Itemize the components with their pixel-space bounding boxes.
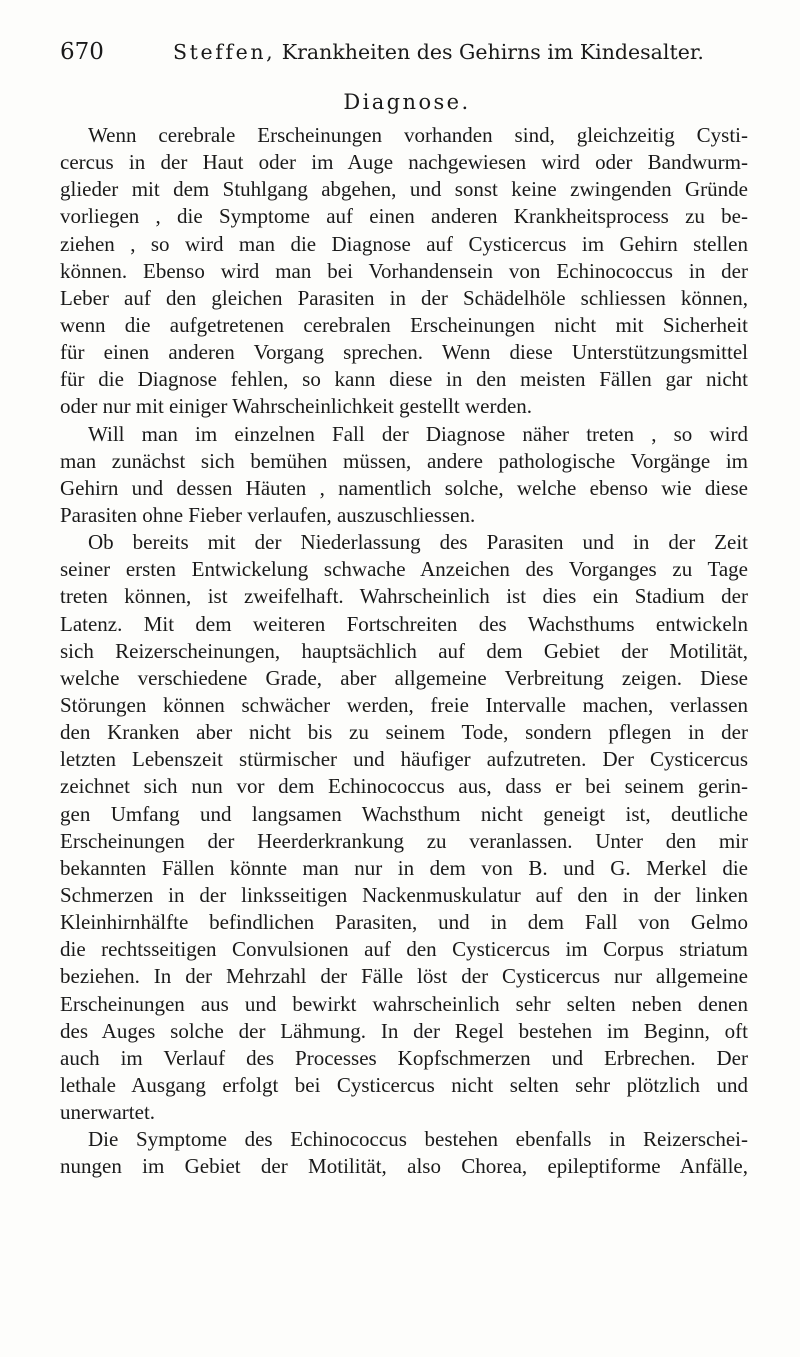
text-line: ziehen , so wird man die Diagnose auf Cysticercus im Gehirn stellen [60, 231, 748, 256]
text-line: Leber auf den gleichen Parasiten in der Schädelhöle schliessen können, [60, 285, 748, 310]
text-line: cercus in der Haut oder im Auge nachgewiesen wird oder Bandwurm- [60, 150, 748, 175]
text-line: vorliegen , die Symptome auf einen anderen Krankheitsprocess zu be- [60, 204, 748, 229]
text-line: man zunächst sich bemühen müssen, andere pathologische Vorgänge im [60, 448, 748, 473]
text-line: unerwartet. [60, 1100, 156, 1125]
text-line: wenn die aufgetretenen cerebralen Erscheinungen nicht mit Sicherheit [60, 312, 748, 337]
text-line: beziehen. In der Mehrzahl der Fälle löst der Cysticercus nur allgemeine [60, 964, 748, 989]
text-line: glieder mit dem Stuhlgang abgehen, und sonst keine zwingenden Gründe [60, 177, 748, 202]
text-line: Erscheinungen der Heerderkrankung zu veranlassen. Unter den mir [60, 828, 748, 853]
text-line: nungen im Gebiet der Motilität, also Chorea, epileptiforme Anfälle, [60, 1154, 748, 1179]
text-line: zeichnet sich nun vor dem Echinococcus aus, dass er bei seinem gerin- [60, 774, 748, 799]
text-line: treten können, ist zweifelhaft. Wahrscheinlich ist dies ein Stadium der [60, 584, 748, 609]
text-line: die rechtsseitigen Convulsionen auf den Cysticercus im Corpus striatum [60, 937, 748, 962]
running-title [173, 38, 704, 66]
text-line: sich Reizerscheinungen, hauptsächlich auf dem Gebiet der Motilität, [60, 638, 748, 663]
text-line: Latenz. Mit dem weiteren Fortschreiten des Wachsthums entwickeln [60, 611, 748, 636]
text-line: seiner ersten Entwickelung schwache Anzeichen des Vorganges zu Tage [60, 557, 748, 582]
text-line: gen Umfang und langsamen Wachsthum nicht geneigt ist, deutliche [60, 801, 748, 826]
text-line: Erscheinungen aus und bewirkt wahrscheinlich sehr selten neben denen [60, 991, 748, 1016]
section-heading: Diagnose. [343, 90, 471, 114]
text-line: Ob bereits mit der Niederlassung des Parasiten und in der Zeit [88, 530, 748, 555]
text-line: Störungen können schwächer werden, freie Intervalle machen, verlassen [60, 692, 748, 717]
text-line: welche verschiedene Grade, aber allgemeine Verbreitung zeigen. Diese [60, 665, 748, 690]
text-line: oder nur mit einiger Wahrscheinlichkeit gestellt werden. [60, 394, 533, 419]
text-line: für einen anderen Vorgang sprechen. Wenn diese Unterstützungsmittel [60, 340, 748, 365]
body-text [60, 122, 748, 1180]
page-number: 670 [60, 39, 104, 65]
text-line: lethale Ausgang erfolgt bei Cysticercus nicht selten sehr plötzlich und [60, 1072, 748, 1097]
author-name: Steffen, [173, 40, 276, 64]
text-line: Schmerzen in der linksseitigen Nackenmuskulatur auf den in der linken [60, 882, 748, 907]
text-line: Wenn cerebrale Erscheinungen vorhanden sind, gleichzeitig Cysti- [88, 123, 748, 147]
text-line: den Kranken aber nicht bis zu seinem Tode, sondern pflegen in der [60, 720, 748, 745]
text-line: letzten Lebenszeit stürmischer und häufiger aufzutreten. Der Cysticercus [60, 747, 748, 772]
text-line: Gehirn und dessen Häuten , namentlich solche, welche ebenso wie diese [60, 475, 748, 500]
text-line: können. Ebenso wird man bei Vorhandensein von Echinococcus in der [60, 258, 748, 283]
text-line: des Auges solche der Lähmung. In der Regel bestehen im Beginn, oft [60, 1018, 748, 1043]
book-title: Krankheiten des Gehirns im Kindesalter. [281, 40, 704, 64]
text-line: Die Symptome des Echinococcus bestehen ebenfalls in Reizerschei- [88, 1127, 748, 1152]
running-header [60, 38, 750, 68]
text-line: für die Diagnose fehlen, so kann diese in den meisten Fällen gar nicht [60, 367, 748, 392]
text-line: bekannten Fällen könnte man nur in dem von B. und G. Merkel die [60, 855, 748, 880]
text-line: Kleinhirnhälfte befindlichen Parasiten, und in dem Fall von Gelmo [60, 910, 748, 935]
text-line: auch im Verlauf des Processes Kopfschmerzen und Erbrechen. Der [60, 1045, 748, 1070]
text-line: Will man im einzelnen Fall der Diagnose näher treten , so wird [88, 421, 748, 446]
text-line: Parasiten ohne Fieber verlaufen, auszuschliessen. [60, 502, 476, 527]
